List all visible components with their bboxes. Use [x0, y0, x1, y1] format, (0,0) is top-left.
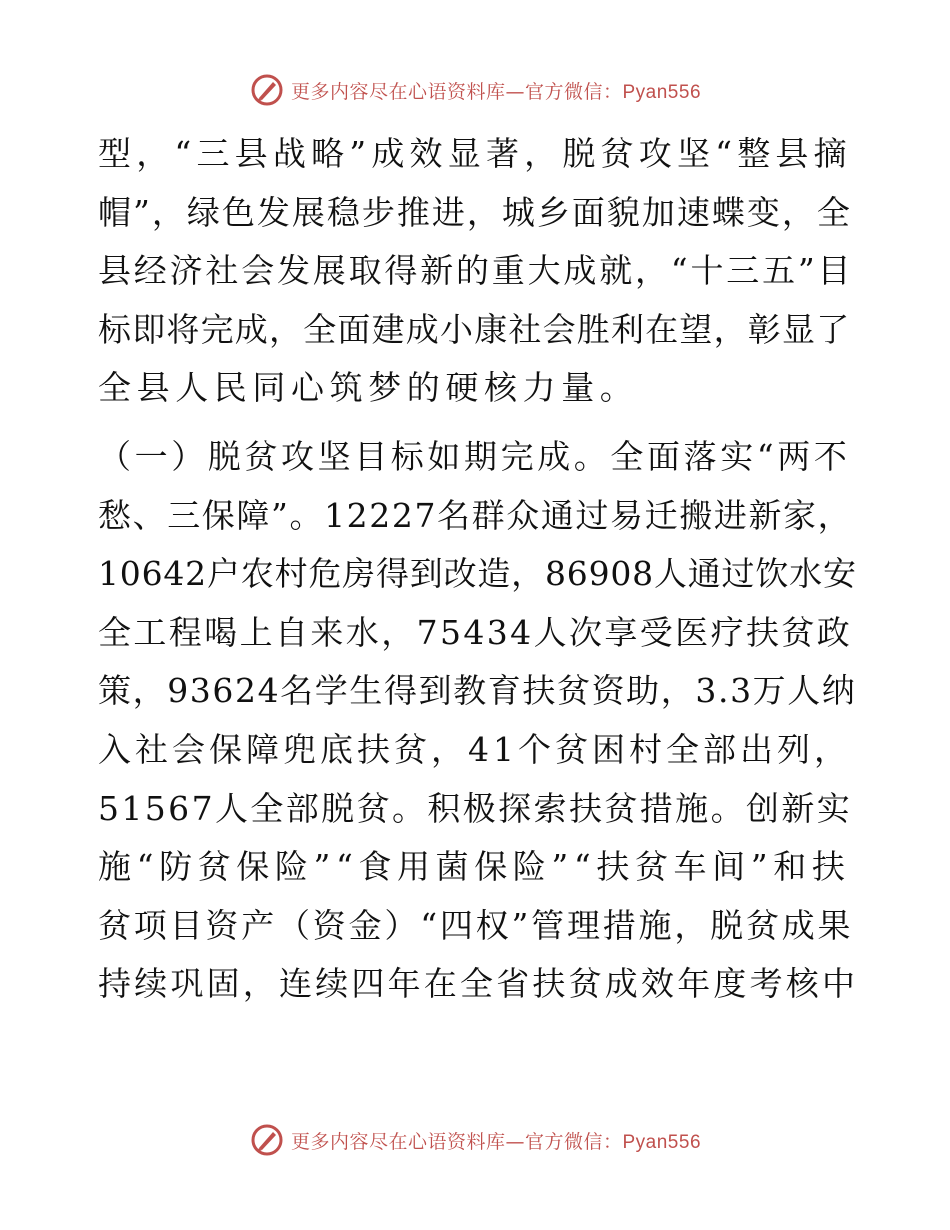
text-line: 持续巩固，连续四年在全省扶贫成效年度考核中	[98, 964, 859, 1004]
document-body	[98, 125, 858, 1014]
text-line: 型，“三县战略”成效显著，脱贫攻坚“整县摘	[98, 134, 852, 173]
text-line: （一）脱贫攻坚目标如期完成。全面落实“两不	[98, 436, 851, 476]
text-line: 10642户农村危房得到改造，86908人通过饮水安	[98, 554, 857, 594]
text-line: 县经济社会发展取得新的重大成就，“十三五”目	[98, 251, 854, 291]
text-line: 全工程喝上自来水，75434人次享受医疗扶贫政	[98, 612, 853, 652]
text-line: 施“防贫保险”“食用菌保险”“扶贫车间”和扶	[98, 847, 851, 887]
paragraph-1	[98, 125, 858, 418]
footer-banner	[0, 1122, 950, 1158]
text-line: 愁、三保障”。12227名群众通过易迁搬进新家，	[98, 495, 853, 535]
text-line: 全县人民同心筑梦的硬核力量。	[98, 368, 639, 408]
paragraph-gap	[98, 418, 858, 428]
footer-banner-text: 更多内容尽在心语资料库—官方微信：Pyan556	[290, 1130, 702, 1153]
pen-logo-icon	[249, 1122, 285, 1158]
text-line: 标即将完成，全面建成小康社会胜利在望，彰显了	[98, 309, 851, 349]
text-line: 入社会保障兜底扶贫，41个贫困村全部出列，	[98, 729, 851, 769]
pen-logo-icon	[249, 72, 285, 108]
text-line: 策，93624名学生得到教育扶贫资助，3.3万人纳	[98, 671, 857, 711]
paragraph-2	[98, 428, 858, 1014]
header-banner-text: 更多内容尽在心语资料库—官方微信：Pyan556	[290, 80, 702, 103]
header-banner	[0, 72, 950, 108]
text-line: 贫项目资产（资金）“四权”管理措施，脱贫成果	[98, 905, 854, 945]
text-line: 帽”，绿色发展稳步推进，城乡面貌加速蝶变，全	[98, 192, 852, 232]
text-line: 51567人全部脱贫。积极探索扶贫措施。创新实	[98, 788, 853, 828]
